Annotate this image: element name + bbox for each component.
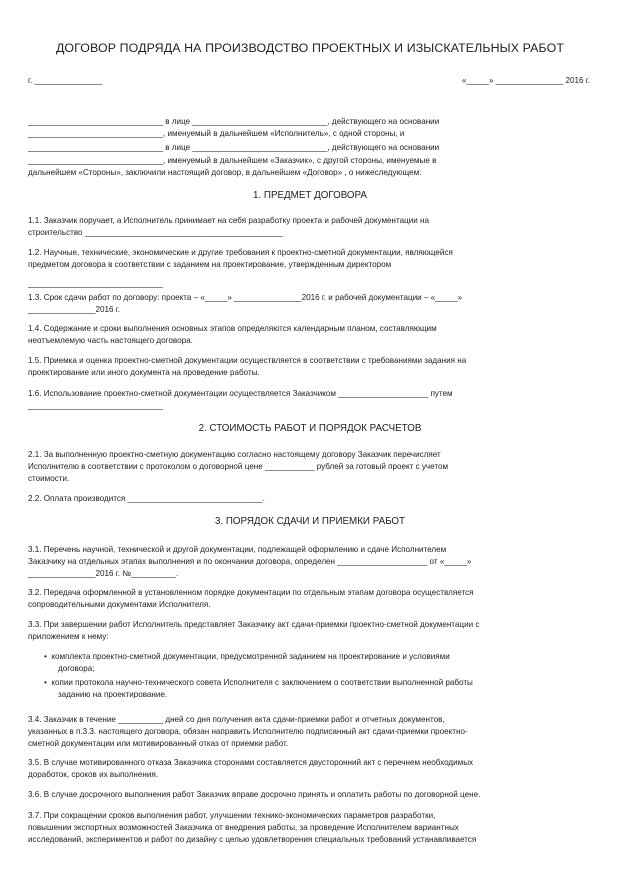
parties-line: дальнейшем «Стороны», заключили настоящий договор, в дальнейшем «Договор» , о нижеследующем:	[28, 168, 422, 177]
contract-date: «_____» _______________ 2016 г.	[462, 76, 590, 85]
clause-line: приложением к нему:	[28, 632, 109, 641]
clause-line: 1.6. Использование проектно-сметной документации осуществляется Заказчиком ____________________ путем	[28, 389, 453, 398]
clause-line: исследований, экспериментов и работ по дизайну с целью удовлетворения специальных требований устанавливается	[28, 835, 477, 844]
clause-line: ______________________________	[28, 401, 164, 410]
clause-line: _______________2016 г.	[28, 305, 120, 314]
clause-line: строительство ____________________________________________	[28, 228, 283, 237]
clause-line: неотъемлемую часть настоящего договора.	[28, 336, 193, 345]
document-title: ДОГОВОР ПОДРЯДА НА ПРОИЗВОДСТВО ПРОЕКТНЫХ И ИЗЫСКАТЕЛЬНЫХ РАБОТ	[55, 41, 565, 55]
clause-line: 2.2. Оплата производится ______________________________.	[28, 494, 265, 503]
clause-line: повышении экспортных возможностей Заказчика от внедрения работы, за проведение Исполнителем вариантных	[28, 823, 459, 832]
clause-line: 1.1. Заказчик поручает, а Исполнитель принимает на себя разработку проекта и рабочей документации на	[28, 216, 430, 225]
list-item-continuation: заданию на проектирование.	[58, 690, 168, 699]
clause-line: сопроводительными документами Исполнителя.	[28, 600, 211, 609]
clause-line: Исполнителю в соответствии с протоколом о договорной цене ___________ рублей за готовый проект с учетом	[28, 462, 449, 471]
clause-line: 3.6. В случае досрочного выполнения работ Заказчик вправе досрочно принять и оплатить работы по договорной цене.	[28, 790, 481, 799]
clause-line: предметом договора в соответствии с заданием на проектирование, утвержденным директором	[28, 260, 392, 269]
parties-line: ______________________________ в лице ______________________________, действующего на основании	[28, 117, 440, 126]
clause-line: 3.2. Передача оформленной в установленном порядке документации по отдельным этапам договора осуществляется	[28, 588, 474, 597]
clause-line: 3.7. При сокращении сроков выполнения работ, улучшении технико-экономических параметров разработки,	[28, 811, 436, 820]
clause-line: стоимости.	[28, 474, 70, 483]
clause-line: указанных в п.3.3. настоящего договора, обязан направить Исполнителю подписанный акт сдачи-приемки проектно-	[28, 727, 468, 736]
parties-line: ______________________________, именуемый в дальнейшем «Исполнитель», с одной стороны, и	[28, 129, 405, 138]
clause-line: 1.5. Приемка и оценка проектно-сметной документации осуществляется в соответствии с требованиями задания на	[28, 356, 467, 365]
clause-line: _______________2016 г. №__________.	[28, 569, 179, 578]
clause-line: ______________________________	[28, 279, 164, 288]
clause-line: 2.1. За выполненную проектно-сметную документацию согласно настоящему договору Заказчик перечисляет	[28, 450, 441, 459]
clause-line: 1.3. Срок сдачи работ по договору: проекта – «_____» _______________2016 г. и рабочей документации – «_____»	[28, 293, 463, 302]
parties-line: ______________________________ в лице ______________________________, действующего на основании	[28, 143, 440, 152]
list-item-continuation: договора;	[58, 664, 95, 673]
section-heading: 1. ПРЕДМЕТ ДОГОВОРА	[253, 190, 367, 201]
contract-city: г. _______________	[28, 76, 102, 85]
list-item: • комплекта проектно-сметной документации, предусмотренной заданием на проектирование и условиями	[44, 652, 450, 661]
list-item: • копии протокола научно-технического совета Исполнителя с заключением о соответствии выполненной работы	[44, 678, 473, 687]
parties-line: ______________________________, именуемый в дальнейшем «Заказчик», с другой стороны, именуемые в	[28, 156, 437, 165]
clause-line: 3.4. Заказчик в течение __________ дней со дня получения акта сдачи-приемки работ и отчетных документов,	[28, 715, 445, 724]
clause-line: 1.2. Научные, технические, экономические и другие требования к проектно-сметной документации, являющейся	[28, 248, 453, 257]
clause-line: Заказчику на отдельных этапах выполнения и по окончании договора, определен ____________________ от «_____»	[28, 557, 472, 566]
clause-line: 1.4. Содержание и сроки выполнения основных этапов определяются календарным планом, составляющим	[28, 324, 437, 333]
clause-line: 3.3. При завершении работ Исполнитель представляет Заказчику акт сдачи-приемки проектно-сметной документации с	[28, 620, 480, 629]
clause-line: проектирование или иного документа на проведение работы.	[28, 368, 260, 377]
clause-line: 3.5. В случае мотивированного отказа Заказчика сторонами составляется двусторонний акт с перечнем необходимых	[28, 758, 474, 767]
clause-line: 3.1. Перечень научной, технической и другой документации, подлежащей оформлению и сдаче Исполнителем	[28, 545, 447, 554]
section-heading: 3. ПОРЯДОК СДАЧИ И ПРИЕМКИ РАБОТ	[214, 516, 406, 527]
section-heading: 2. СТОИМОСТЬ РАБОТ И ПОРЯДОК РАСЧЕТОВ	[198, 423, 422, 434]
clause-line: доработок, сроков их выполнения.	[28, 770, 159, 779]
clause-line: сметной документации или мотивированный отказ от приемки работ.	[28, 739, 289, 748]
